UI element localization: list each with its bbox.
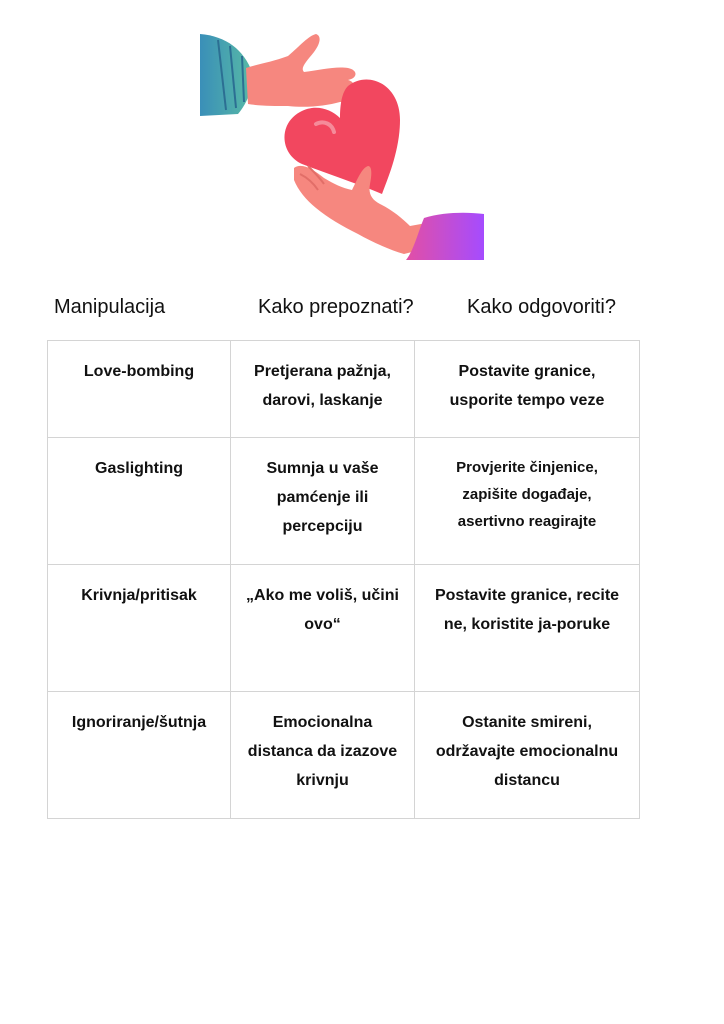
hands-giving-heart-illustration <box>196 28 490 264</box>
table-row <box>48 438 640 565</box>
manipulation-cell: Gaslighting <box>48 438 231 565</box>
top-sleeve <box>200 34 252 116</box>
manipulation-cell: Ignoriranje/šutnja <box>48 692 231 819</box>
bottom-hand <box>294 166 436 254</box>
recognize-cell: Sumnja u vaše pamćenje ili percepciju <box>231 438 415 565</box>
hands-giving-heart-icon <box>196 28 490 264</box>
recognize-cell: Pretjerana pažnja, darovi, laskanje <box>231 341 415 438</box>
table-row <box>48 565 640 692</box>
respond-cell: Postavite granice, recite ne, koristite ja-poruke <box>415 565 640 692</box>
column-header-manipulation: Manipulacija <box>54 296 166 318</box>
column-header-recognize: Kako prepoznati? <box>258 296 414 318</box>
respond-cell: Provjerite činjenice, zapišite događaje, asertivno reagirajte <box>415 438 640 565</box>
table-row <box>48 341 640 438</box>
manipulation-cell: Krivnja/pritisak <box>48 565 231 692</box>
table-row <box>48 692 640 819</box>
manipulation-table <box>47 340 640 819</box>
respond-cell: Postavite granice, usporite tempo veze <box>415 341 640 438</box>
column-header-respond: Kako odgovoriti? <box>467 296 616 318</box>
top-hand <box>246 34 356 107</box>
respond-cell: Ostanite smireni, održavajte emocionalnu distancu <box>415 692 640 819</box>
recognize-cell: „Ako me voliš, učini ovo“ <box>231 565 415 692</box>
manipulation-cell: Love-bombing <box>48 341 231 438</box>
recognize-cell: Emocionalna distanca da izazove krivnju <box>231 692 415 819</box>
bottom-sleeve <box>406 213 484 260</box>
